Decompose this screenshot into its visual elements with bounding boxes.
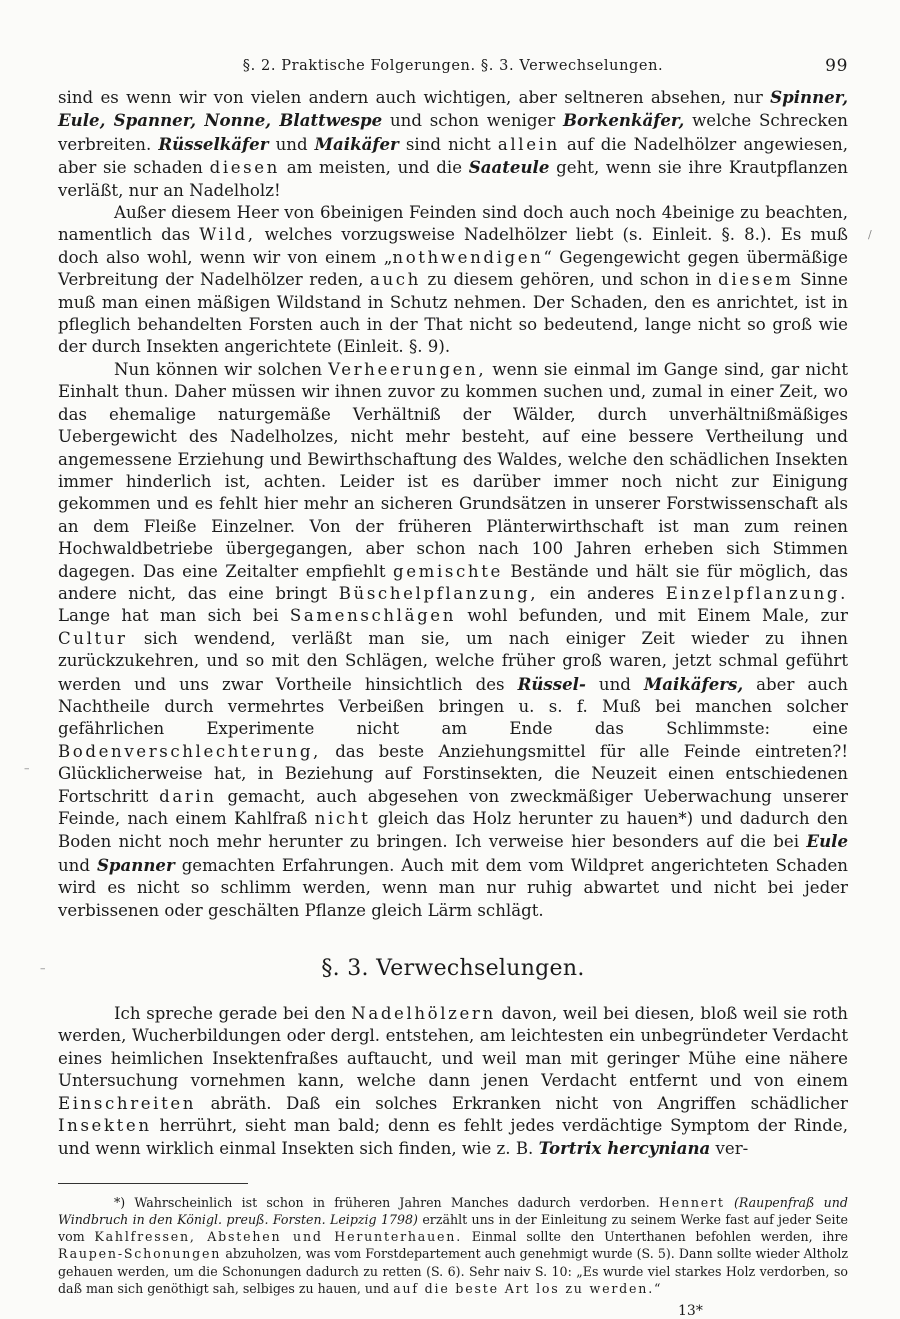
text-run: *) Wahrscheinlich ist schon in früheren Jahren Manches dadurch verdorben. bbox=[114, 1194, 659, 1210]
emphasis: Maikäfer bbox=[314, 133, 399, 154]
paragraph-1 bbox=[58, 86, 848, 202]
main-text bbox=[58, 86, 848, 922]
text-run: “ bbox=[654, 1280, 661, 1296]
text-run: abzuholzen, was vom Forstdepartement auch genehmigt wurde (S. 5). Dann sollte wieder Altholz gehauen werden, um die Schonungen dadurch zu retten (S. 6). Sehr naiv S. 10: „Es wurde viel starkes Holz verdorben, so daß man sich genöthigt sah, selbiges zu hauen, und bbox=[58, 1246, 848, 1296]
spaced-emphasis: Kahlfressen, Abstehen und Herunterhauen. bbox=[94, 1229, 462, 1245]
text-run: sich wendend, verläßt man sie, um nach einiger Zeit wieder zu ihnen zurückzukehren, und so mit den Schlägen, welche früher groß waren, jetzt schmal geführt werden und uns zwar Vortheile hinsichtlich des bbox=[58, 628, 848, 694]
text-run: gleich das Holz herunter zu hauen*) und dadurch den Boden nicht noch mehr herunter zu bringen. Ich verweise hier besonders auf die bei bbox=[58, 809, 848, 852]
margin-speck: – bbox=[40, 962, 46, 975]
emphasis: Maikäfers, bbox=[643, 673, 744, 694]
spaced-emphasis: Bodenverschlechterung, bbox=[58, 741, 321, 761]
spaced-emphasis: diesem bbox=[718, 270, 794, 290]
spaced-emphasis: nothwendigen bbox=[392, 247, 544, 267]
text-run: sind es wenn wir von vielen andern auch wichtigen, aber seltneren absehen, nur bbox=[58, 88, 771, 107]
text-run: gemachten Erfahrungen. Auch mit dem vom Wildpret angerichteten Schaden wird es nicht so schlimm werden, wenn man nur ruhig abwartet und nicht bei jeder verbissenen oder geschälten Pflanze gleich Lärm schlägt. bbox=[58, 855, 848, 920]
signature-mark: 13* bbox=[678, 1303, 703, 1319]
text-run: Ich spreche gerade bei den bbox=[114, 1004, 352, 1024]
emphasis: Rüsselkäfer bbox=[158, 133, 269, 154]
text-run: Einmal sollte den Unterthanen befohlen werden, ihre bbox=[462, 1229, 848, 1245]
text-run: davon, weil bei diesen, bloß weil sie roth werden, Wucherbildungen oder dergl. entstehen, am leichtesten ein unbegründeter Verdacht eines heimlichen Insektenfraßes auftaucht, und weil man mit geringer Mühe eine nähere Untersuchung vornehmen kann, welche dann jenen Verdacht entfernt und von einem bbox=[58, 1004, 848, 1091]
text-run: wenn sie einmal im Gange sind, gar nicht Einhalt thun. Daher müssen wir ihnen zuvor zu kommen suchen und, zumal in einer Zeit, wo das ehemalige naturgemäße Verhältniß der Wälder, durch unverhältnißmäßiges Uebergewicht des Nadelholzes, nicht mehr besteht, auf eine bessere Vertheilung und angemessene Erziehung und Bewirthschaftung des Waldes, welche den schädlichen Insekten immer hinderlich ist, achten. Leider ist es darüber immer noch nicht zur Einigung gekommen und es fehlt hier mehr an sicheren Grundsätzen in unserer Forstwissenschaft als an dem Fleiße Einzelner. Von der früheren Plänterwirthschaft ist man zum reinen Hochwaldbetriebe übergegangen, aber schon nach 100 Jahren erheben sich Stimmen dagegen. Das eine Zeitalter empfiehlt bbox=[58, 359, 848, 581]
spaced-emphasis: auch bbox=[369, 270, 421, 290]
spaced-emphasis: Einzelpflanzung. bbox=[665, 583, 848, 603]
spaced-emphasis: Samenschlägen bbox=[289, 606, 457, 626]
text-run: und bbox=[585, 674, 644, 694]
footnote bbox=[58, 1194, 848, 1297]
book-page bbox=[58, 58, 848, 1319]
spaced-emphasis: Cultur bbox=[58, 628, 128, 648]
text-run: aber auch Nachtheile durch vermehrtes Verbeißen bringen u. s. f. Muß bei manchen solcher gefährlichen Experimente nicht am Ende das Schlimmste: eine bbox=[58, 674, 848, 739]
emphasis: Borkenkäfer, bbox=[563, 110, 685, 131]
page-number: 99 bbox=[825, 56, 848, 76]
section-heading: §. 3. Verwechselungen. bbox=[321, 956, 585, 982]
margin-speck: – bbox=[24, 762, 30, 775]
text-run: das beste Anziehungsmittel für alle Feinde eintreten?! Glücklicherweise hat, in Beziehung auf Forstinsekten, die Neuzeit einen entschiedenen Fortschritt bbox=[58, 741, 848, 806]
text-run: auf die Nadelhölzer angewiesen, aber sie schaden bbox=[58, 134, 848, 178]
text-run: ein anderes bbox=[538, 583, 666, 603]
paragraph-2 bbox=[58, 202, 848, 359]
text-run: sind nicht bbox=[398, 134, 498, 154]
spaced-emphasis: Raupen-Schonungen bbox=[58, 1246, 222, 1262]
spaced-emphasis: diesen bbox=[209, 158, 280, 178]
emphasis: Eule bbox=[806, 831, 848, 852]
text-run: Sinne muß man einen mäßigen Wildstand in Schutz nehmen. Der Schaden, den es anrichtet, ist in pfleglich behandelten Forsten auch in der That nicht so bedeutend, lange nicht so groß wie der durch Insekten angerichtete (Einleit. §. 9). bbox=[58, 270, 848, 357]
spaced-emphasis: darin bbox=[159, 786, 217, 806]
text-run: ver- bbox=[710, 1139, 749, 1159]
text-run: Nun können wir solchen bbox=[114, 359, 329, 379]
text-run: zu diesem gehören, und schon in bbox=[420, 270, 719, 290]
text-run bbox=[725, 1195, 734, 1210]
text-run: welche Schrecken verbreiten. bbox=[58, 111, 848, 154]
text-run: und bbox=[268, 134, 315, 154]
text-run: wohl befunden, und mit Einem Male, zur bbox=[456, 606, 848, 626]
text-run: gemacht, auch abgesehen von zweckmäßiger Ueberwachung unserer Feinde, nach einem Kahlfraß bbox=[58, 786, 848, 828]
spaced-emphasis: Nadelhölzern bbox=[351, 1004, 496, 1024]
text-run: am meisten, und die bbox=[279, 158, 469, 178]
spaced-emphasis: Insekten bbox=[58, 1116, 152, 1136]
emphasis: Saateule bbox=[468, 157, 550, 178]
running-head-title: §. 2. Praktische Folgerungen. §. 3. Verwechselungen. bbox=[242, 58, 664, 74]
emphasis: (Raupenfraß und Windbruch in den Königl. preuß. Forsten. Leipzig 1798) bbox=[58, 1194, 848, 1228]
spaced-emphasis: Wild, bbox=[199, 225, 256, 245]
emphasis: Tortrix hercyniana bbox=[538, 1138, 711, 1159]
emphasis: Spinner, Eule, Spanner, Nonne, Blattwespe bbox=[58, 87, 848, 131]
section-text bbox=[58, 1003, 848, 1161]
text-run: “ Gegengewicht gegen übermäßige Verbreitung der Nadelhölzer reden, bbox=[58, 247, 848, 290]
spaced-emphasis: Verheerungen, bbox=[328, 359, 487, 379]
emphasis: Rüssel- bbox=[517, 673, 586, 694]
spaced-emphasis: auf die beste Art los zu werden. bbox=[393, 1280, 654, 1296]
spaced-emphasis: Büschelpflanzung, bbox=[338, 583, 539, 603]
text-run: geht, wenn sie ihre Krautpflanzen verläßt, nur an Nadelholz! bbox=[58, 158, 848, 200]
text-run: und bbox=[58, 855, 97, 875]
text-run: Bestände und hält sie für möglich, das andere nicht, das eine bringt bbox=[58, 561, 848, 603]
spaced-emphasis: Einschreiten bbox=[58, 1093, 197, 1113]
spaced-emphasis: Hennert bbox=[658, 1194, 725, 1210]
spaced-emphasis: allein bbox=[497, 134, 560, 154]
text-run: abräth. Daß ein solches Erkranken nicht von Angriffen schädlicher bbox=[196, 1093, 848, 1113]
text-run: Außer diesem Heer von 6beinigen Feinden sind doch auch noch 4beinige zu beachten, namentlich das bbox=[58, 203, 848, 245]
text-run: Lange hat man sich bei bbox=[58, 606, 290, 626]
text-run: herrührt, sieht man bald; denn es fehlt jedes verdächtige Symptom der Rinde, und wenn wirklich einmal Insekten sich finden, wie z. B. bbox=[58, 1116, 848, 1159]
paragraph-4 bbox=[58, 1003, 848, 1161]
emphasis: Spanner bbox=[96, 854, 175, 875]
spaced-emphasis: gemischte bbox=[393, 561, 503, 581]
text-run: welches vorzugsweise Nadelhölzer liebt (s. Einleit. §. 8.). Es muß doch also wohl, wenn wir von einem „ bbox=[58, 225, 849, 267]
margin-speck: / bbox=[868, 228, 872, 241]
paragraph-3 bbox=[58, 359, 848, 922]
text-run: und schon weniger bbox=[382, 111, 564, 131]
spaced-emphasis: nicht bbox=[314, 809, 371, 828]
running-head bbox=[58, 58, 848, 84]
footnote-divider bbox=[58, 1183, 248, 1184]
text-run: erzählt uns in der Einleitung zu seinem Werke fast auf jeder Seite vom bbox=[58, 1212, 848, 1245]
